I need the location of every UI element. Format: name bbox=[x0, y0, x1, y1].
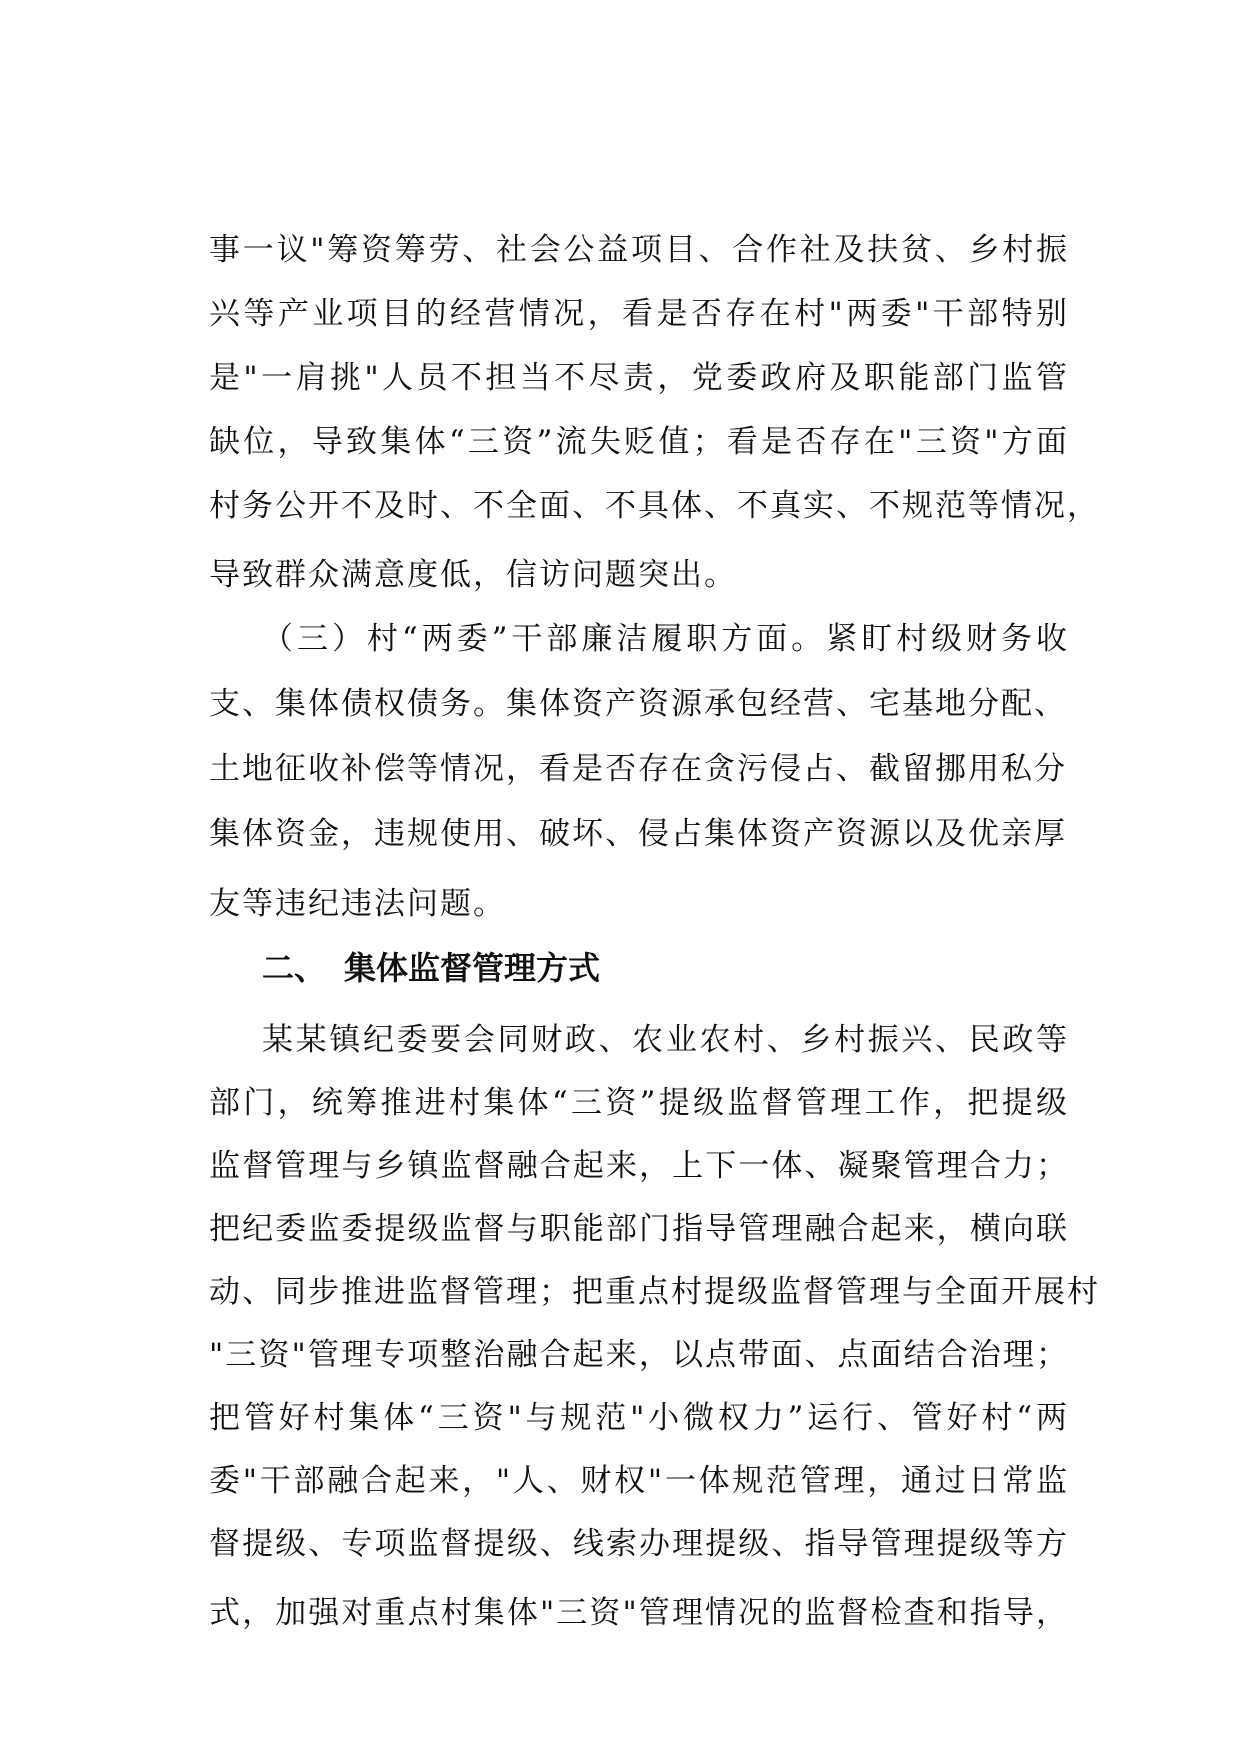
para3-line-10: 式，加强对重点村集体"三资"管理情况的监督检查和指导， bbox=[209, 1595, 1069, 1631]
para2-line-4: 集体资金，违规使用、破坏、侵占集体资产资源以及优亲厚 bbox=[209, 816, 1067, 852]
para3-line-3: 监督管理与乡镇监督融合起来，上下一体、凝聚管理合力； bbox=[209, 1148, 1069, 1184]
section-heading-number: 二、 bbox=[262, 949, 327, 987]
para2-line-5: 友等违纪违法问题。 bbox=[209, 886, 506, 922]
para1-line-5: 村务公开不及时、不全面、不具体、不真实、不规范等情况， bbox=[209, 488, 1100, 524]
para3-line-5: 动、同步推进监督管理；把重点村提级监督管理与全面开展村 bbox=[209, 1274, 1100, 1310]
para3-line-2: 部门，统筹推进村集体“三资”提级监督管理工作，把提级 bbox=[209, 1085, 1069, 1121]
para3-line-1: 某某镇纪委要会同财政、农业农村、乡村振兴、民政等 bbox=[262, 1022, 1069, 1058]
para1-line-6: 导致群众满意度低，信访问题突出。 bbox=[209, 557, 737, 593]
section-heading-title: 集体监督管理方式 bbox=[344, 949, 601, 987]
para2-line-3: 土地征收补偿等情况，看是否存在贪污侵占、截留挪用私分 bbox=[209, 751, 1067, 787]
para1-line-3: 是"一肩挑"人员不担当不尽责，党委政府及职能部门监管 bbox=[209, 360, 1069, 396]
para1-line-1: 事一议"筹资筹劳、社会公益项目、合作社及扶贫、乡村振 bbox=[209, 232, 1069, 268]
para3-line-6: "三资"管理专项整治融合起来，以点带面、点面结合治理； bbox=[209, 1337, 1069, 1373]
para1-line-2: 兴等产业项目的经营情况，看是否存在村"两委"干部特别 bbox=[209, 296, 1069, 332]
para2-line-2: 支、集体债权债务。集体资产资源承包经营、宅基地分配、 bbox=[209, 686, 1067, 722]
para1-line-4: 缺位，导致集体“三资”流失贬值；看是否存在"三资"方面 bbox=[209, 424, 1069, 460]
para2-line-1: （三）村“两委”干部廉洁履职方面。紧盯村级财务收 bbox=[262, 621, 1069, 657]
para3-line-7: 把管好村集体“三资"与规范"小微权力”运行、管好村“两 bbox=[209, 1400, 1069, 1436]
para3-line-4: 把纪委监委提级监督与职能部门指导管理融合起来，横向联 bbox=[209, 1211, 1069, 1247]
para3-line-8: 委"干部融合起来，"人、财权"一体规范管理，通过日常监 bbox=[209, 1463, 1069, 1499]
section-heading bbox=[262, 948, 600, 988]
para3-line-9: 督提级、专项监督提级、线索办理提级、指导管理提级等方 bbox=[209, 1526, 1069, 1562]
